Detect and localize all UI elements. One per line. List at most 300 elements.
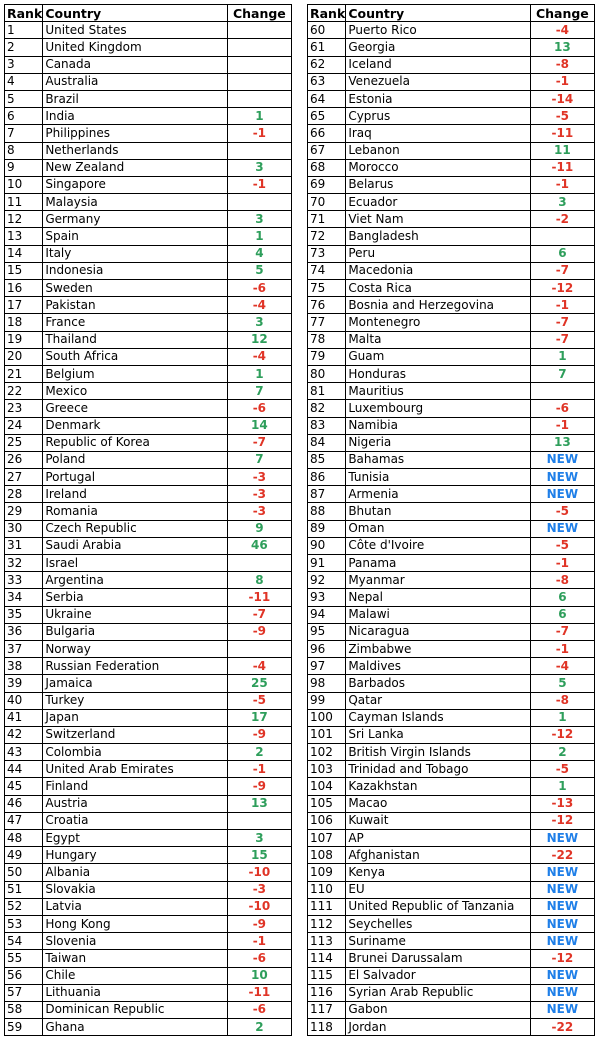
country-cell: Austria: [43, 795, 227, 812]
rank-cell: 48: [5, 830, 43, 847]
country-cell: Cayman Islands: [346, 709, 530, 726]
rank-cell: 37: [5, 640, 43, 657]
country-cell: Italy: [43, 245, 227, 262]
rank-cell: 79: [308, 348, 346, 365]
country-cell: Suriname: [346, 933, 530, 950]
table-row: [308, 434, 595, 451]
country-cell: Switzerland: [43, 726, 227, 743]
change-cell: -1: [227, 761, 291, 778]
header-row: [5, 5, 292, 22]
change-cell: 17: [227, 709, 291, 726]
country-cell: Peru: [346, 245, 530, 262]
change-header: Change: [227, 5, 291, 22]
rank-cell: 71: [308, 211, 346, 228]
rank-cell: 88: [308, 503, 346, 520]
change-cell: 8: [227, 572, 291, 589]
country-cell: Panama: [346, 555, 530, 572]
country-cell: British Virgin Islands: [346, 744, 530, 761]
change-cell: NEW: [530, 967, 594, 984]
change-cell: -1: [227, 933, 291, 950]
change-cell: -12: [530, 726, 594, 743]
rank-cell: 66: [308, 125, 346, 142]
change-cell: -1: [530, 176, 594, 193]
table-row: [5, 864, 292, 881]
table-row: [308, 331, 595, 348]
change-cell: NEW: [530, 830, 594, 847]
table-row: [5, 658, 292, 675]
change-cell: 9: [227, 520, 291, 537]
change-cell: -7: [530, 331, 594, 348]
table-row: [5, 194, 292, 211]
change-cell: 13: [530, 434, 594, 451]
rank-cell: 53: [5, 915, 43, 932]
rank-cell: 103: [308, 761, 346, 778]
table-row: [308, 211, 595, 228]
country-cell: Ghana: [43, 1019, 227, 1036]
rank-cell: 3: [5, 56, 43, 73]
rank-cell: 110: [308, 881, 346, 898]
rank-cell: 20: [5, 348, 43, 365]
change-cell: 1: [227, 365, 291, 382]
country-cell: Indonesia: [43, 262, 227, 279]
rank-cell: 11: [5, 194, 43, 211]
country-cell: Côte d'Ivoire: [346, 537, 530, 554]
country-cell: Barbados: [346, 675, 530, 692]
country-cell: Dominican Republic: [43, 1001, 227, 1018]
table-row: [308, 606, 595, 623]
table-row: [5, 90, 292, 107]
table-row: [308, 709, 595, 726]
table-row: [5, 503, 292, 520]
rank-cell: 46: [5, 795, 43, 812]
change-cell: [227, 640, 291, 657]
change-cell: 1: [227, 228, 291, 245]
country-cell: South Africa: [43, 348, 227, 365]
table-row: [308, 314, 595, 331]
rank-cell: 76: [308, 297, 346, 314]
country-cell: Germany: [43, 211, 227, 228]
change-cell: -5: [530, 503, 594, 520]
ranking-table-left: [4, 4, 292, 1036]
change-cell: 1: [530, 778, 594, 795]
rank-cell: 41: [5, 709, 43, 726]
country-cell: Ecuador: [346, 194, 530, 211]
change-cell: 2: [530, 744, 594, 761]
rank-cell: 67: [308, 142, 346, 159]
country-cell: Lebanon: [346, 142, 530, 159]
table-row: [308, 520, 595, 537]
change-cell: -10: [227, 898, 291, 915]
country-cell: Luxembourg: [346, 400, 530, 417]
table-row: [308, 39, 595, 56]
rank-cell: 68: [308, 159, 346, 176]
country-cell: Brazil: [43, 90, 227, 107]
change-cell: -8: [530, 56, 594, 73]
table-row: [308, 125, 595, 142]
table-row: [5, 812, 292, 829]
rank-cell: 33: [5, 572, 43, 589]
table-row: [308, 915, 595, 932]
change-cell: [227, 555, 291, 572]
table-row: [308, 262, 595, 279]
country-cell: Sri Lanka: [346, 726, 530, 743]
country-cell: Australia: [43, 73, 227, 90]
country-cell: Finland: [43, 778, 227, 795]
country-cell: Georgia: [346, 39, 530, 56]
change-cell: NEW: [530, 984, 594, 1001]
rank-cell: 100: [308, 709, 346, 726]
rank-cell: 61: [308, 39, 346, 56]
rank-cell: 29: [5, 503, 43, 520]
change-cell: [227, 812, 291, 829]
rank-cell: 96: [308, 640, 346, 657]
table-row: [5, 348, 292, 365]
country-cell: Sweden: [43, 280, 227, 297]
table-row: [5, 1019, 292, 1036]
rank-cell: 106: [308, 812, 346, 829]
ranking-rows-right: [308, 22, 595, 1036]
table-row: [5, 56, 292, 73]
country-cell: Iraq: [346, 125, 530, 142]
rank-cell: 27: [5, 469, 43, 486]
country-cell: Kuwait: [346, 812, 530, 829]
rank-cell: 73: [308, 245, 346, 262]
table-row: [308, 469, 595, 486]
table-row: [308, 56, 595, 73]
rank-cell: 4: [5, 73, 43, 90]
change-cell: [227, 39, 291, 56]
table-row: [5, 314, 292, 331]
table-row: [308, 73, 595, 90]
rank-cell: 87: [308, 486, 346, 503]
rank-cell: 102: [308, 744, 346, 761]
rank-cell: 64: [308, 90, 346, 107]
rank-cell: 115: [308, 967, 346, 984]
change-cell: -9: [227, 778, 291, 795]
table-row: [5, 830, 292, 847]
table-row: [5, 984, 292, 1001]
country-cell: Honduras: [346, 365, 530, 382]
country-cell: AP: [346, 830, 530, 847]
country-cell: Morocco: [346, 159, 530, 176]
table-row: [308, 400, 595, 417]
change-cell: 13: [530, 39, 594, 56]
country-cell: Slovenia: [43, 933, 227, 950]
table-row: [308, 1019, 595, 1036]
table-row: [308, 365, 595, 382]
table-row: [5, 709, 292, 726]
country-cell: Denmark: [43, 417, 227, 434]
change-cell: 11: [530, 142, 594, 159]
change-cell: -1: [530, 297, 594, 314]
country-cell: Nigeria: [346, 434, 530, 451]
table-row: [308, 933, 595, 950]
country-cell: France: [43, 314, 227, 331]
ranking-rows-left: [5, 22, 292, 1036]
table-row: [5, 400, 292, 417]
table-row: [308, 640, 595, 657]
change-cell: 14: [227, 417, 291, 434]
table-row: [5, 606, 292, 623]
country-cell: Ukraine: [43, 606, 227, 623]
country-cell: Romania: [43, 503, 227, 520]
rank-cell: 80: [308, 365, 346, 382]
country-cell: Bahamas: [346, 451, 530, 468]
country-cell: Estonia: [346, 90, 530, 107]
country-cell: United Republic of Tanzania: [346, 898, 530, 915]
table-row: [5, 623, 292, 640]
change-cell: NEW: [530, 898, 594, 915]
change-cell: -11: [530, 125, 594, 142]
change-cell: 5: [227, 262, 291, 279]
country-cell: Turkey: [43, 692, 227, 709]
change-cell: 3: [227, 159, 291, 176]
change-cell: -11: [227, 984, 291, 1001]
table-row: [308, 572, 595, 589]
table-row: [5, 640, 292, 657]
rank-cell: 34: [5, 589, 43, 606]
rank-cell: 50: [5, 864, 43, 881]
country-cell: Israel: [43, 555, 227, 572]
country-cell: Bhutan: [346, 503, 530, 520]
change-cell: -7: [530, 262, 594, 279]
country-cell: Republic of Korea: [43, 434, 227, 451]
change-cell: -12: [530, 950, 594, 967]
rank-cell: 38: [5, 658, 43, 675]
rank-cell: 98: [308, 675, 346, 692]
change-cell: 7: [530, 365, 594, 382]
country-cell: Guam: [346, 348, 530, 365]
rank-cell: 83: [308, 417, 346, 434]
rank-cell: 9: [5, 159, 43, 176]
table-row: [5, 22, 292, 39]
country-cell: Lithuania: [43, 984, 227, 1001]
country-cell: New Zealand: [43, 159, 227, 176]
change-cell: -8: [530, 572, 594, 589]
rank-cell: 113: [308, 933, 346, 950]
country-cell: Ireland: [43, 486, 227, 503]
country-header: Country: [43, 5, 227, 22]
change-cell: 3: [227, 830, 291, 847]
change-cell: NEW: [530, 486, 594, 503]
change-cell: -8: [530, 692, 594, 709]
change-cell: -7: [227, 606, 291, 623]
rank-cell: 15: [5, 262, 43, 279]
rank-cell: 14: [5, 245, 43, 262]
rank-cell: 22: [5, 383, 43, 400]
table-row: [5, 228, 292, 245]
rank-cell: 19: [5, 331, 43, 348]
change-cell: 6: [530, 589, 594, 606]
table-row: [308, 503, 595, 520]
country-cell: EU: [346, 881, 530, 898]
change-cell: -1: [227, 125, 291, 142]
country-cell: Gabon: [346, 1001, 530, 1018]
table-row: [308, 812, 595, 829]
rank-cell: 10: [5, 176, 43, 193]
rank-cell: 28: [5, 486, 43, 503]
change-cell: [227, 56, 291, 73]
change-cell: NEW: [530, 864, 594, 881]
change-cell: 15: [227, 847, 291, 864]
table-row: [5, 125, 292, 142]
country-cell: Malawi: [346, 606, 530, 623]
country-cell: Macedonia: [346, 262, 530, 279]
country-cell: Poland: [43, 451, 227, 468]
change-cell: 25: [227, 675, 291, 692]
change-cell: -9: [227, 726, 291, 743]
change-cell: NEW: [530, 915, 594, 932]
table-row: [308, 383, 595, 400]
change-cell: 13: [227, 795, 291, 812]
change-cell: [227, 142, 291, 159]
table-row: [5, 950, 292, 967]
table-row: [308, 589, 595, 606]
country-cell: Jordan: [346, 1019, 530, 1036]
change-cell: -9: [227, 915, 291, 932]
table-row: [5, 365, 292, 382]
change-cell: NEW: [530, 469, 594, 486]
change-cell: -4: [530, 22, 594, 39]
rank-cell: 1: [5, 22, 43, 39]
change-cell: -4: [227, 297, 291, 314]
country-cell: Mexico: [43, 383, 227, 400]
country-cell: Kazakhstan: [346, 778, 530, 795]
change-cell: -22: [530, 847, 594, 864]
change-cell: -14: [530, 90, 594, 107]
rank-cell: 62: [308, 56, 346, 73]
change-cell: -3: [227, 469, 291, 486]
country-cell: Kenya: [346, 864, 530, 881]
header-row: [308, 5, 595, 22]
table-row: [5, 692, 292, 709]
country-cell: Trinidad and Tobago: [346, 761, 530, 778]
country-cell: Colombia: [43, 744, 227, 761]
table-row: [5, 39, 292, 56]
country-cell: Bosnia and Herzegovina: [346, 297, 530, 314]
country-cell: Maldives: [346, 658, 530, 675]
table-row: [5, 589, 292, 606]
table-row: [5, 297, 292, 314]
table-row: [5, 245, 292, 262]
rank-cell: 78: [308, 331, 346, 348]
table-row: [308, 881, 595, 898]
country-cell: Brunei Darussalam: [346, 950, 530, 967]
country-cell: United Kingdom: [43, 39, 227, 56]
country-cell: Jamaica: [43, 675, 227, 692]
rank-cell: 30: [5, 520, 43, 537]
rank-cell: 16: [5, 280, 43, 297]
country-cell: Netherlands: [43, 142, 227, 159]
country-cell: Croatia: [43, 812, 227, 829]
rank-cell: 58: [5, 1001, 43, 1018]
country-cell: Belgium: [43, 365, 227, 382]
change-cell: -1: [530, 417, 594, 434]
country-cell: Macao: [346, 795, 530, 812]
table-row: [5, 108, 292, 125]
rank-cell: 72: [308, 228, 346, 245]
rank-cell: 69: [308, 176, 346, 193]
country-cell: Afghanistan: [346, 847, 530, 864]
country-cell: Bangladesh: [346, 228, 530, 245]
country-cell: Malta: [346, 331, 530, 348]
country-cell: Pakistan: [43, 297, 227, 314]
change-cell: NEW: [530, 451, 594, 468]
change-cell: -5: [227, 692, 291, 709]
country-cell: Spain: [43, 228, 227, 245]
table-row: [308, 795, 595, 812]
change-cell: 46: [227, 537, 291, 554]
country-cell: Philippines: [43, 125, 227, 142]
table-row: [5, 383, 292, 400]
country-cell: Cyprus: [346, 108, 530, 125]
table-row: [308, 830, 595, 847]
rank-cell: 45: [5, 778, 43, 795]
table-row: [308, 623, 595, 640]
country-header: Country: [346, 5, 530, 22]
rank-cell: 108: [308, 847, 346, 864]
change-cell: -6: [227, 400, 291, 417]
table-row: [308, 22, 595, 39]
change-cell: -1: [530, 73, 594, 90]
table-row: [5, 881, 292, 898]
country-cell: Montenegro: [346, 314, 530, 331]
country-cell: Albania: [43, 864, 227, 881]
table-row: [308, 280, 595, 297]
table-row: [5, 73, 292, 90]
country-cell: Russian Federation: [43, 658, 227, 675]
rank-cell: 51: [5, 881, 43, 898]
country-cell: Costa Rica: [346, 280, 530, 297]
change-cell: [227, 73, 291, 90]
table-row: [5, 744, 292, 761]
table-row: [5, 211, 292, 228]
rank-cell: 8: [5, 142, 43, 159]
table-row: [5, 915, 292, 932]
change-cell: -4: [530, 658, 594, 675]
rank-cell: 36: [5, 623, 43, 640]
change-cell: 1: [227, 108, 291, 125]
change-cell: -5: [530, 108, 594, 125]
change-cell: [530, 383, 594, 400]
rank-cell: 7: [5, 125, 43, 142]
country-cell: Thailand: [43, 331, 227, 348]
country-cell: Argentina: [43, 572, 227, 589]
country-cell: Zimbabwe: [346, 640, 530, 657]
change-cell: 1: [530, 709, 594, 726]
table-row: [5, 142, 292, 159]
rank-cell: 31: [5, 537, 43, 554]
change-cell: 6: [530, 245, 594, 262]
country-cell: Czech Republic: [43, 520, 227, 537]
table-row: [308, 348, 595, 365]
change-cell: [227, 194, 291, 211]
table-row: [308, 1001, 595, 1018]
rank-cell: 26: [5, 451, 43, 468]
country-cell: Malaysia: [43, 194, 227, 211]
rank-cell: 25: [5, 434, 43, 451]
country-cell: Portugal: [43, 469, 227, 486]
rank-cell: 43: [5, 744, 43, 761]
change-cell: -6: [227, 280, 291, 297]
change-cell: -22: [530, 1019, 594, 1036]
rank-cell: 42: [5, 726, 43, 743]
table-row: [5, 555, 292, 572]
country-cell: Armenia: [346, 486, 530, 503]
table-row: [5, 417, 292, 434]
rank-cell: 39: [5, 675, 43, 692]
table-row: [308, 864, 595, 881]
